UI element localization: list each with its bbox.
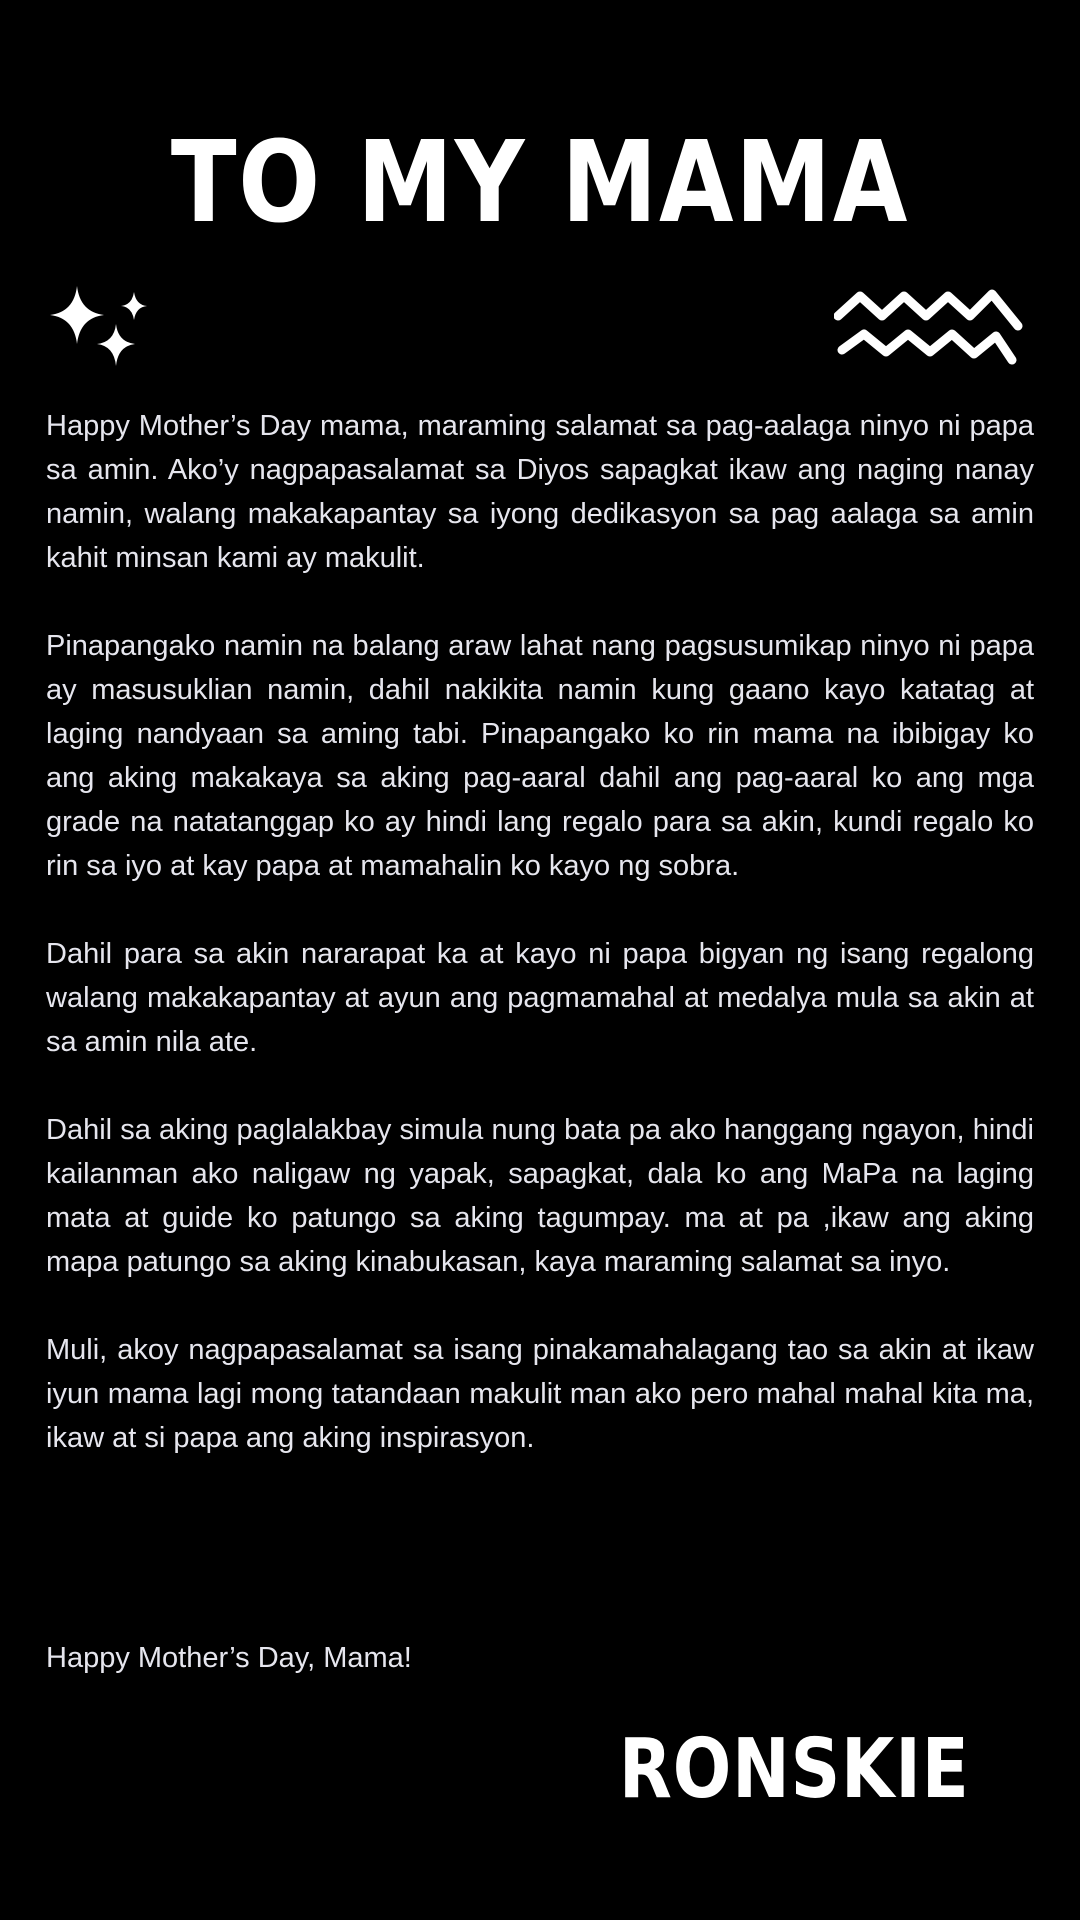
letter-paragraph: Pinapangako namin na balang araw lahat nang pagsusumikap ninyo ni papa ay masusuklian namin, dahil nakikita namin kung gaano kayo katatag at laging nandyaan sa aming tabi. Pinapangako ko rin mama na ibibigay ko ang aking makakaya sa aking pag-aaral dahil ang pag-aaral ko ang mga grade na natatanggap ko ay hindi lang regalo para sa akin, kundi regalo ko rin sa iyo at kay papa at mamahalin ko kayo ng sobra. — [46, 630, 1034, 882]
letter-paragraph: Dahil sa aking paglalakbay simula nung bata pa ako hanggang ngayon, hindi kailanman ako naligaw ng yapak, sapagkat, dala ko ang MaPa na laging mata at guide ko patungo sa aking tagumpay. ma at pa ,ikaw ang aking mapa patungo sa aking kinabukasan, kaya maraming salamat sa inyo. — [46, 1114, 1034, 1278]
letter-body — [46, 404, 1034, 1504]
zigzag-icon — [834, 286, 1024, 370]
signature: RONSKIE — [619, 1722, 970, 1817]
letter-paragraph: Happy Mother’s Day mama, maraming salamat sa pag-aalaga ninyo ni papa sa amin. Ako’y nagpapasalamat sa Diyos sapagkat ikaw ang naging nanay namin, walang makakapantay sa iyong dedikasyon sa pag aalaga sa amin kahit minsan kami ay makulit. — [46, 410, 1034, 574]
closing-line: Happy Mother’s Day, Mama! — [46, 1642, 412, 1674]
page-title: TO MY MAMA — [170, 118, 910, 248]
letter-paragraph: Muli, akoy nagpapasalamat sa isang pinakamahalagang tao sa akin at ikaw iyun mama lagi mong tatandaan makulit man ako pero mahal mahal kita ma, ikaw at si papa ang aking inspirasyon. — [46, 1334, 1034, 1454]
sparkle-icon — [42, 282, 150, 372]
letter-paragraph: Dahil para sa akin nararapat ka at kayo ni papa bigyan ng isang regalong walang makakapantay at ayun ang pagmamahal at medalya mula sa akin at sa amin nila ate. — [46, 938, 1034, 1058]
